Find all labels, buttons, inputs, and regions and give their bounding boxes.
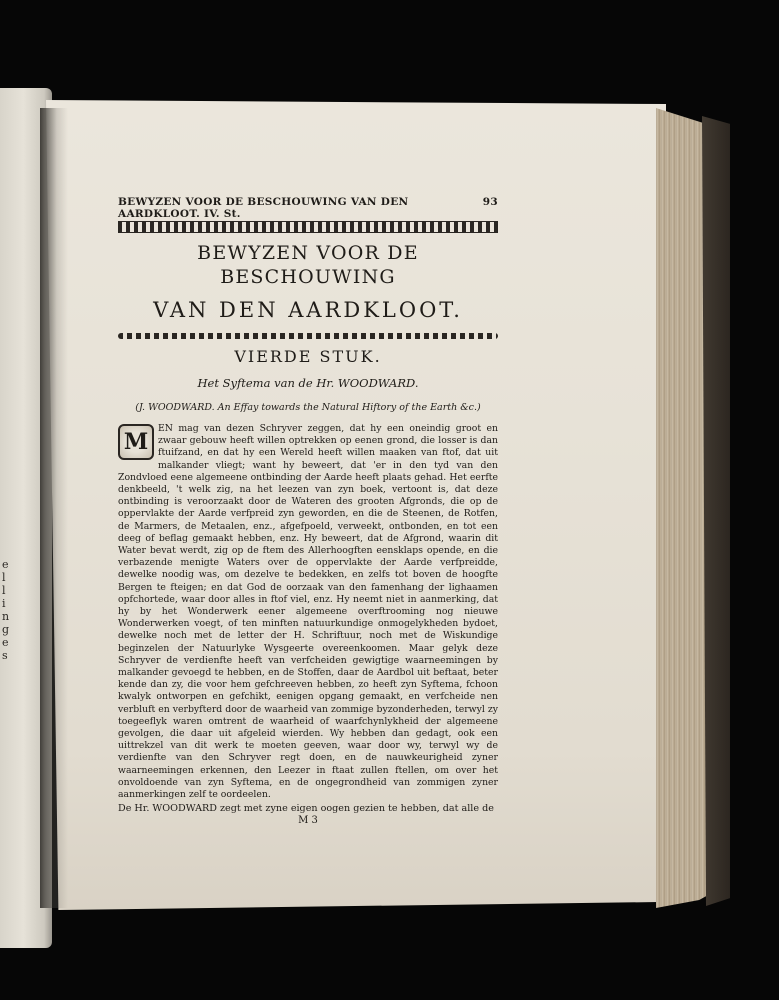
bibliographic-reference: (J. WOODWARD. An Effay towards the Natural Hiftory of the Earth &c.) [135,402,481,413]
body-paragraph: EN mag van dezen Schryver zeggen, dat hy een oneindig groot en zwaar gebouw heeft willen optrekken op eenen grond, die losser is dan ftuifzand, en dat hy een Wereld heeft willen maaken van ftof, dat uit malkander vliegt; want hy beweert, dat 'er in den tyd van den Zondvloed eene algemeene ontbinding der Aarde heeft plaats gehad. Het eerfte denkbeeld, 't welk zig, na het leezen van zyn boek, vertoont is, dat deze ontbinding is veroorzaakt door de Wateren des grooten Afgronds, die op de oppervlakte der Aarde verfpreid zyn geworden, en die de Steenen, de Rotfen, de Marmers, de Metaalen, enz., afgefpoeld, verweekt, ontbonden, en tot een deeg of beflag gemaakt hebben, enz. Hy beweert, dat de Afgrond, waarin dit Water bevat werdt, zig op de ftem des Allerhoogften eensklaps opende, en die verbazende menigte Waters over de oppervlakte der Aarde verfpreidde, dewelke noodig was, om dezelve te bedekken, en zelfs tot boven de hoogfte Bergen te fteigen; en dat God de oorzaak van den famenhang der lighaamen opfchortede, waar door alles in ftof viel, enz. Hy neemt niet in aanmerking, dat hy by het Wonderwerk eener algemeene overftrooming nog nieuwe Wonderwerken voegt, of ten minften natuurkundige onmogelykheden bydoet, dewelke noch met de letter der H. Schriftuur, noch met de Wiskundige beginzelen der Natuurlyke Wysgeerte overeenkoomen. Maar gelyk deze Schryver de verdienfte heeft van verfcheiden gewigtige waarneemingen by malkander gevoegd te hebben, en de Stoffen, daar de Aardbol uit beftaat, beter kende dan zy, die voor hem gefchreeven hebben, zo heeft zyn Syftema, fchoon kwalyk ontworpen en gefchikt, eenigen opgang gemaakt, en verfcheide nen verbluft en verbyfterd door de waarheid van zommige byzonderheden, terwyl zy toegeeflyk waren omtrent de waarheid of waarfchynlykheid der algemeene gevolgen, die daar uit afgeleid wierden. Wy hebben dan gedagt, ook een uittrekzel van dit werk te moeten geeven, waar door wy, terwyl wy de verdienfte van den Schryver regt doen, en de nauwkeurigheid zyner waarneemingen erkennen, den Leezer in ftaat zullen ftellen, om over het onvoldoende van zyn Syftema, en de ongegrondheid van zommigen zyner aanmerkingen zelf te oordeelen. [118,423,498,801]
page-number: 93 [482,196,498,208]
running-head-title: BEWYZEN VOOR DE BESCHOUWING VAN DEN AARDKLOOT. IV. St. [118,196,409,220]
left-letter: l [2,584,6,597]
body-text [118,423,498,801]
top-ornament [118,221,498,233]
left-letter: g [2,623,10,636]
left-letter: e [2,636,9,649]
left-letter: l [2,571,6,584]
running-head [118,196,498,218]
gutter-shadow [40,108,68,908]
left-letter: n [2,610,10,623]
left-page-text-fragment [2,558,14,662]
signature-mark: M 3 [298,815,318,827]
drop-cap: M [118,424,154,460]
continuation-line: De Hr. WOODWARD zegt met zyne eigen oogen gezien te hebben, dat alle de [118,803,494,815]
left-letter: e [2,558,9,571]
wave-ornament [118,333,498,339]
section-title: VIERDE STUK. [234,347,382,366]
heading-line-2: VAN DEN AARDKLOOT. [153,298,463,322]
left-letter: s [2,649,8,662]
section-subtitle: Het Syftema van de Hr. WOODWARD. [197,376,419,390]
left-letter: i [2,597,6,610]
text-block [118,196,498,826]
heading-line-1: BEWYZEN VOOR DE BESCHOUWING [197,242,419,288]
